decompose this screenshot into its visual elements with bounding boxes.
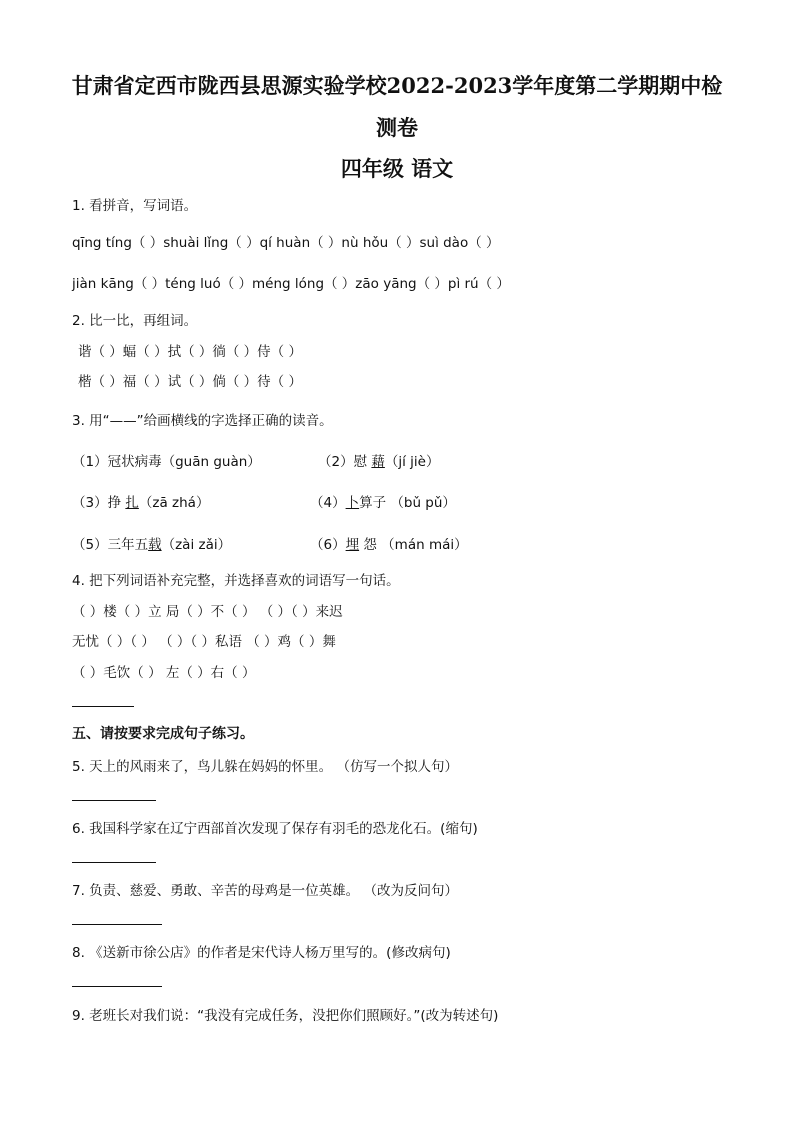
question-4-label: 4. 把下列词语补充完整，并选择喜欢的词语写一句话。 <box>72 573 400 589</box>
page-title-continued: 测卷 <box>376 115 418 140</box>
question-3-item-4: （4）卜算子 （bǔ pǔ） <box>310 495 456 511</box>
question-3-item-2: （2）慰 藉（jí jiè） <box>318 454 440 470</box>
question-8-label: 8. 《送新市徐公店》的作者是宋代诗人杨万里写的。(修改病句) <box>72 945 451 961</box>
question-4-row-3: （ ）毛饮（ ） 左（ ）右（ ） <box>72 665 256 681</box>
question-1-row-1: qīng tíng（ ）shuài lǐng（ ）qí huàn（ ）nù hǒu（ ）suì dào（ ） <box>72 235 500 251</box>
answer-line-q7 <box>72 924 162 925</box>
question-3-label: 3. 用“——”给画横线的字选择正确的读音。 <box>72 413 333 429</box>
question-3-item-3: （3）挣 扎（zā zhá） <box>72 495 210 511</box>
question-5-label: 5. 天上的风雨来了，鸟儿躲在妈妈的怀里。 （仿写一个拟人句） <box>72 759 458 775</box>
question-4-row-1: （ ）楼（ ）立 局（ ）不（ ） （ ）（ ）来迟 <box>72 604 343 620</box>
page-subtitle: 四年级 语文 <box>340 156 454 181</box>
page-title: 甘肃省定西市陇西县思源实验学校2022-2023学年度第二学期期中检 <box>71 73 723 98</box>
question-2-row-2: 楷（ ）福（ ）试（ ）倘（ ）待（ ） <box>78 374 302 390</box>
answer-line-q6 <box>72 862 156 863</box>
question-4-row-2: 无忧（ ）（ ） （ ）（ ）私语 （ ）鸡（ ）舞 <box>72 634 336 650</box>
answer-line-q4 <box>72 706 134 707</box>
question-2-row-1: 谐（ ）蝠（ ）拭（ ）徜（ ）侍（ ） <box>78 344 302 360</box>
question-1-label: 1. 看拼音，写词语。 <box>72 198 198 214</box>
question-3-item-5: （5）三年五载（zài zǎi） <box>72 537 232 553</box>
answer-line-q8 <box>72 986 162 987</box>
question-3-item-1: （1）冠状病毒（guān guàn） <box>72 454 261 470</box>
question-2-label: 2. 比一比，再组词。 <box>72 313 198 329</box>
question-3-item-6: （6）埋 怨 （mán mái） <box>310 537 468 553</box>
question-7-label: 7. 负责、慈爱、勇敢、辛苦的母鸡是一位英雄。 （改为反问句） <box>72 883 458 899</box>
section-5-title: 五、请按要求完成句子练习。 <box>72 726 254 742</box>
question-9-label: 9. 老班长对我们说：“我没有完成任务，没把你们照顾好。”(改为转述句) <box>72 1008 499 1024</box>
answer-line-q5 <box>72 800 156 801</box>
question-1-row-2: jiàn kāng（ ）téng luó（ ）méng lóng（ ）zāo yāng（ ）pì rú（ ） <box>72 276 510 292</box>
question-6-label: 6. 我国科学家在辽宁西部首次发现了保存有羽毛的恐龙化石。(缩句) <box>72 821 478 837</box>
